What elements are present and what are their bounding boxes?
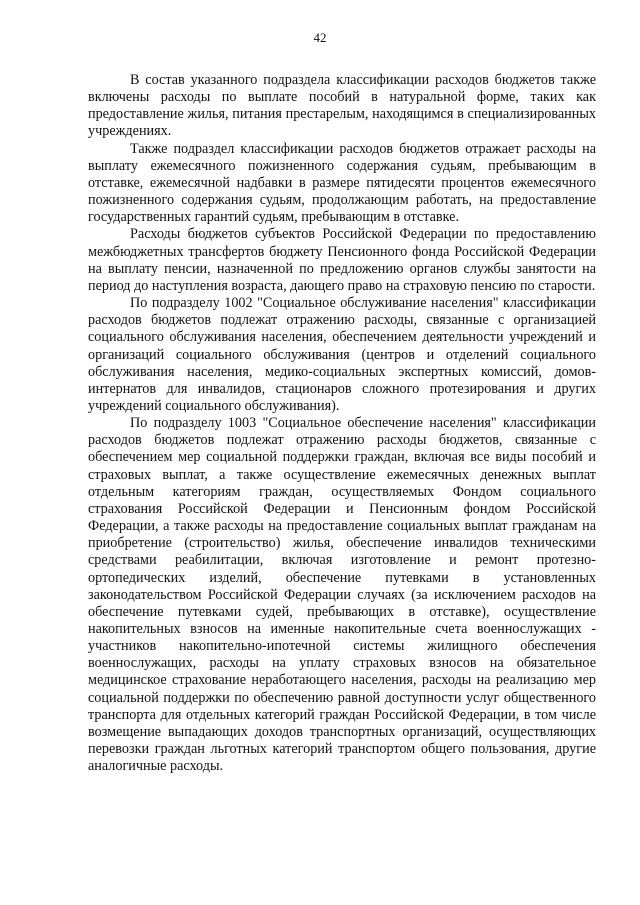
paragraph: В состав указанного подраздела классификации расходов бюджетов также включены расходы по выплате пособий в натуральной форме, таких как предоставление жилья, питания престарелым, находящимся в специализированных учреждениях. — [88, 72, 596, 140]
paragraph: По подразделу 1003 "Социальное обеспечение населения" классификации расходов бюджетов подлежат отражению расходы бюджетов, связанные с обеспечением мер социальной поддержки граждан, включая все виды пособий и страховых выплат, а также осуществление ежемесячных денежных выплат отдельным категориям граждан, осуществляемых Фондом социального страхования Российской Федерации и Пенсионным фондом Российской Федерации, а также расходы на предоставление социальных выплат гражданам на приобретение (строительство) жилья, обеспечение инвалидов техническими средствами реабилитации, включая изготовление и ремонт протезно-ортопедических изделий, обеспечение путевками в установленных законодательством Российской Федерации случаях (за исключением расходов на обеспечение путевками судей, пребывающих в отставке), осуществление накопительных взносов на именные накопительные счета военнослужащих - участников накопительно-ипотечной системы жилищного обеспечения военнослужащих, расходы на уплату страховых взносов на обязательное медицинское страхование неработающего населения, расходы на реализацию мер социальной поддержки по обеспечению равной доступности услуг общественного транспорта для отдельных категорий граждан Российской Федерации, в том числе возмещение выпадающих доходов транспортных организаций, осуществляющих перевозки граждан льготных категорий транспортом общего пользования, другие аналогичные расходы. — [88, 415, 596, 775]
paragraph: По подразделу 1002 "Социальное обслуживание населения" классификации расходов бюджетов подлежат отражению расходы, связанные с организацией социального обслуживания населения, обеспечением деятельности учреждений и организаций социального обслуживания (центров и отделений социального обслуживания населения, медико-социальных экспертных комиссий, домов-интернатов для инвалидов, стационаров сложного протезирования и других учреждений социального обслуживания). — [88, 295, 596, 414]
paragraph: Расходы бюджетов субъектов Российской Федерации по предоставлению межбюджетных трансфертов бюджету Пенсионного фонда Российской Федерации на выплату пенсии, назначенной по предложению органов службы занятости на период до наступления возраста, дающего право на страховую пенсию по старости. — [88, 226, 596, 294]
page-number: 42 — [313, 30, 327, 45]
paragraph: Также подраздел классификации расходов бюджетов отражает расходы на выплату ежемесячного пожизненного содержания судьям, пребывающим в отставке, ежемесячной надбавки в размере пятидесяти процентов ежемесячного пожизненного содержания судьям, продолжающим работать, на предоставление государственных гарантий судьям, пребывающим в отставке. — [88, 140, 596, 226]
document-body — [88, 72, 596, 775]
